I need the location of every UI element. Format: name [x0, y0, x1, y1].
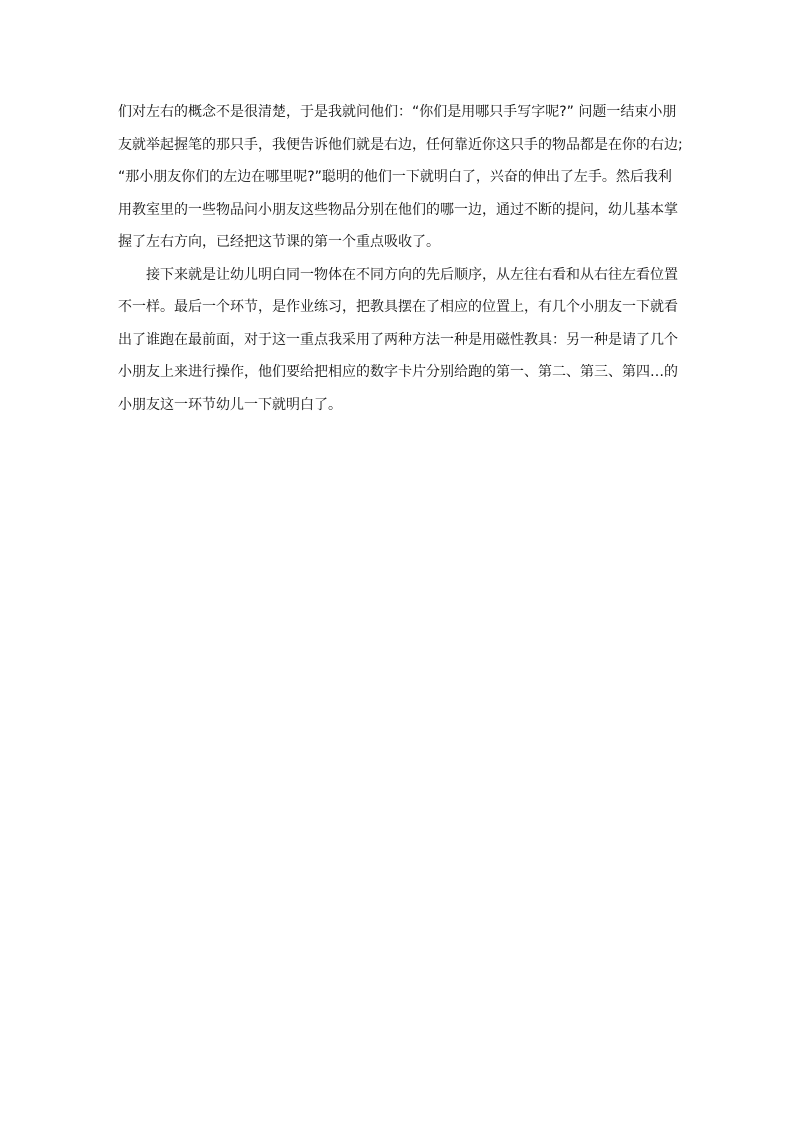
paragraph-line: 友就举起握笔的那只手，我便告诉他们就是右边，任何靠近你这只手的物品都是在你的右边; [118, 136, 683, 153]
paragraph-line: 出了谁跑在最前面，对于这一重点我采用了两种方法一种是用磁性教具：另一种是请了几个 [118, 331, 678, 348]
paragraph-line: 们对左右的概念不是很清楚，于是我就问他们：“你们是用哪只手写字呢?” 问题一结束小朋 [118, 104, 677, 120]
paragraph-line: 小朋友这一环节幼儿一下就明白了。 [118, 396, 342, 413]
paragraph-line: 不一样。最后一个环节，是作业练习，把教具摆在了相应的位置上，有几个小朋友一下就看 [118, 299, 678, 315]
paragraph-line: 小朋友上来进行操作，他们要给把相应的数字卡片分别给跑的第一、第二、第三、第四…的 [118, 364, 678, 380]
paragraph-line: “那小朋友你们的左边在哪里呢?”聪明的他们一下就明白了，兴奋的伸出了左手。然后我利 [118, 169, 672, 185]
paragraph-line: 握了左右方向，已经把这节课的第一个重点吸收了。 [118, 234, 440, 250]
paragraph-line: 接下来就是让幼儿明白同一物体在不同方向的先后顺序，从左往右看和从右往左看位置 [146, 266, 678, 283]
paragraph-line: 用教室里的一些物品问小朋友这些物品分别在他们的哪一边，通过不断的提问，幼儿基本掌 [118, 201, 678, 218]
document-body [118, 96, 683, 421]
